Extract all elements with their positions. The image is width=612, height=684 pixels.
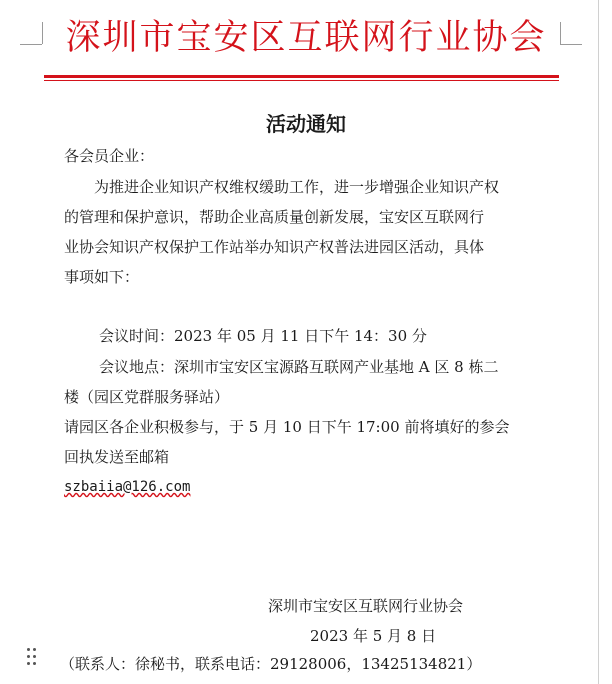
- paragraph-line: 的管理和保护意识，帮助企业高质量创新发展，宝安区互联网行: [64, 208, 485, 226]
- signature-date: 2023 年 5 月 8 日: [310, 627, 437, 645]
- request-line: 请园区各企业积极参与，于 5 月 10 日下午 17:00 前将填好的参会: [64, 418, 510, 436]
- drag-handle-icon[interactable]: [27, 648, 39, 670]
- page-edge: [598, 0, 599, 684]
- email-address[interactable]: szbaiia@126.com: [64, 479, 191, 495]
- paragraph-line: 业协会知识产权保护工作站举办知识产权普法进园区活动，具体: [64, 238, 485, 256]
- document-title: 活动通知: [266, 112, 346, 136]
- letterhead-rule-thin: [44, 80, 559, 81]
- paragraph-line: 事项如下：: [64, 268, 140, 286]
- paragraph-line: 为推进企业知识产权维权缓助工作，进一步增强企业知识产权: [94, 178, 500, 196]
- meeting-time: 会议时间：2023 年 05 月 11 日下午 14：30 分: [99, 327, 427, 345]
- signature-org: 深圳市宝安区互联网行业协会: [268, 597, 464, 615]
- letterhead-rule-thick: [44, 75, 559, 78]
- letterhead-title: 深圳市宝安区互联网行业协会: [65, 18, 547, 58]
- meeting-place-line: 楼（园区党群服务驿站）: [64, 388, 230, 406]
- request-line: 回执发送至邮箱: [64, 448, 170, 466]
- contact-info: （联系人：徐秘书，联系电话：29128006，13425134821）: [60, 655, 482, 673]
- meeting-place-line: 会议地点：深圳市宝安区宝源路互联网产业基地 A 区 8 栋二: [99, 358, 499, 376]
- salutation: 各会员企业：: [64, 147, 155, 165]
